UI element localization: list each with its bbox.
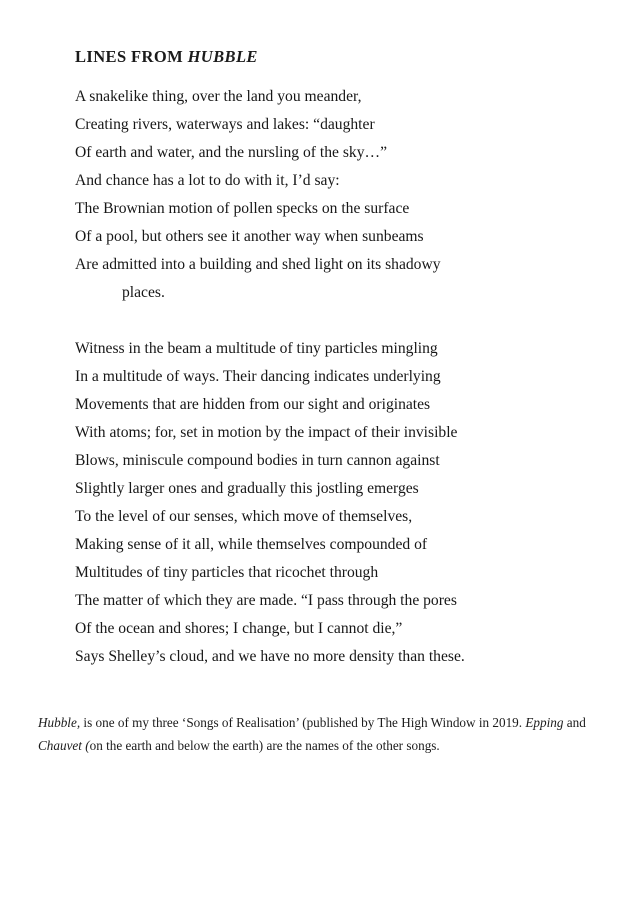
- poem-stanza: [75, 335, 595, 671]
- poem-line: And chance has a lot to do with it, I’d say:: [75, 172, 340, 189]
- poem-line: Says Shelley’s cloud, and we have no more density than these.: [75, 648, 465, 665]
- poem-line: Are admitted into a building and shed light on its shadowy: [75, 256, 441, 273]
- poem-line: Creating rivers, waterways and lakes: “daughter: [75, 116, 375, 133]
- poem-line: Blows, miniscule compound bodies in turn cannon against: [75, 452, 440, 469]
- page-title-roman: LINES FROM: [75, 47, 188, 67]
- poem-line: A snakelike thing, over the land you meander,: [75, 88, 362, 105]
- footnote: [38, 712, 603, 757]
- poem-line: Of earth and water, and the nursling of the sky…”: [75, 144, 388, 161]
- poem-stanza: [75, 83, 595, 307]
- poem-body: [75, 83, 595, 671]
- poem-line: In a multitude of ways. Their dancing indicates underlying: [75, 368, 441, 385]
- poem-line: places.: [122, 284, 165, 301]
- footnote-text-segment: on the earth and below the earth) are the names of the other songs.: [89, 737, 440, 753]
- poem-line: With atoms; for, set in motion by the impact of their invisible: [75, 424, 458, 441]
- poem-line: Movements that are hidden from our sight and originates: [75, 396, 431, 413]
- footnote-text-segment: and: [563, 715, 586, 730]
- poem-line: Witness in the beam a multitude of tiny particles mingling: [75, 340, 438, 357]
- footnote-italic-segment: Epping: [525, 715, 564, 730]
- poem-line: Of a pool, but others see it another way when sunbeams: [75, 228, 424, 245]
- poem-line: Slightly larger ones and gradually this jostling emerges: [75, 480, 419, 497]
- poem-line: Of the ocean and shores; I change, but I cannot die,”: [75, 620, 403, 637]
- poem-line: Multitudes of tiny particles that ricochet through: [75, 564, 379, 581]
- poem-line: Making sense of it all, while themselves compounded of: [75, 536, 428, 553]
- footnote-italic-segment: Hubble,: [38, 715, 81, 730]
- poem-line: To the level of our senses, which move of themselves,: [75, 508, 413, 525]
- poem-line: The Brownian motion of pollen specks on the surface: [75, 200, 410, 217]
- footnote-italic-segment: Chauvet (: [38, 737, 90, 753]
- page-title-italic: HUBBLE: [187, 47, 258, 67]
- poem-line: The matter of which they are made. “I pass through the pores: [75, 592, 457, 609]
- footnote-text-segment: is one of my three ‘Songs of Realisation’ (published by The High Window in 2019.: [80, 715, 526, 730]
- page-title: [75, 47, 258, 67]
